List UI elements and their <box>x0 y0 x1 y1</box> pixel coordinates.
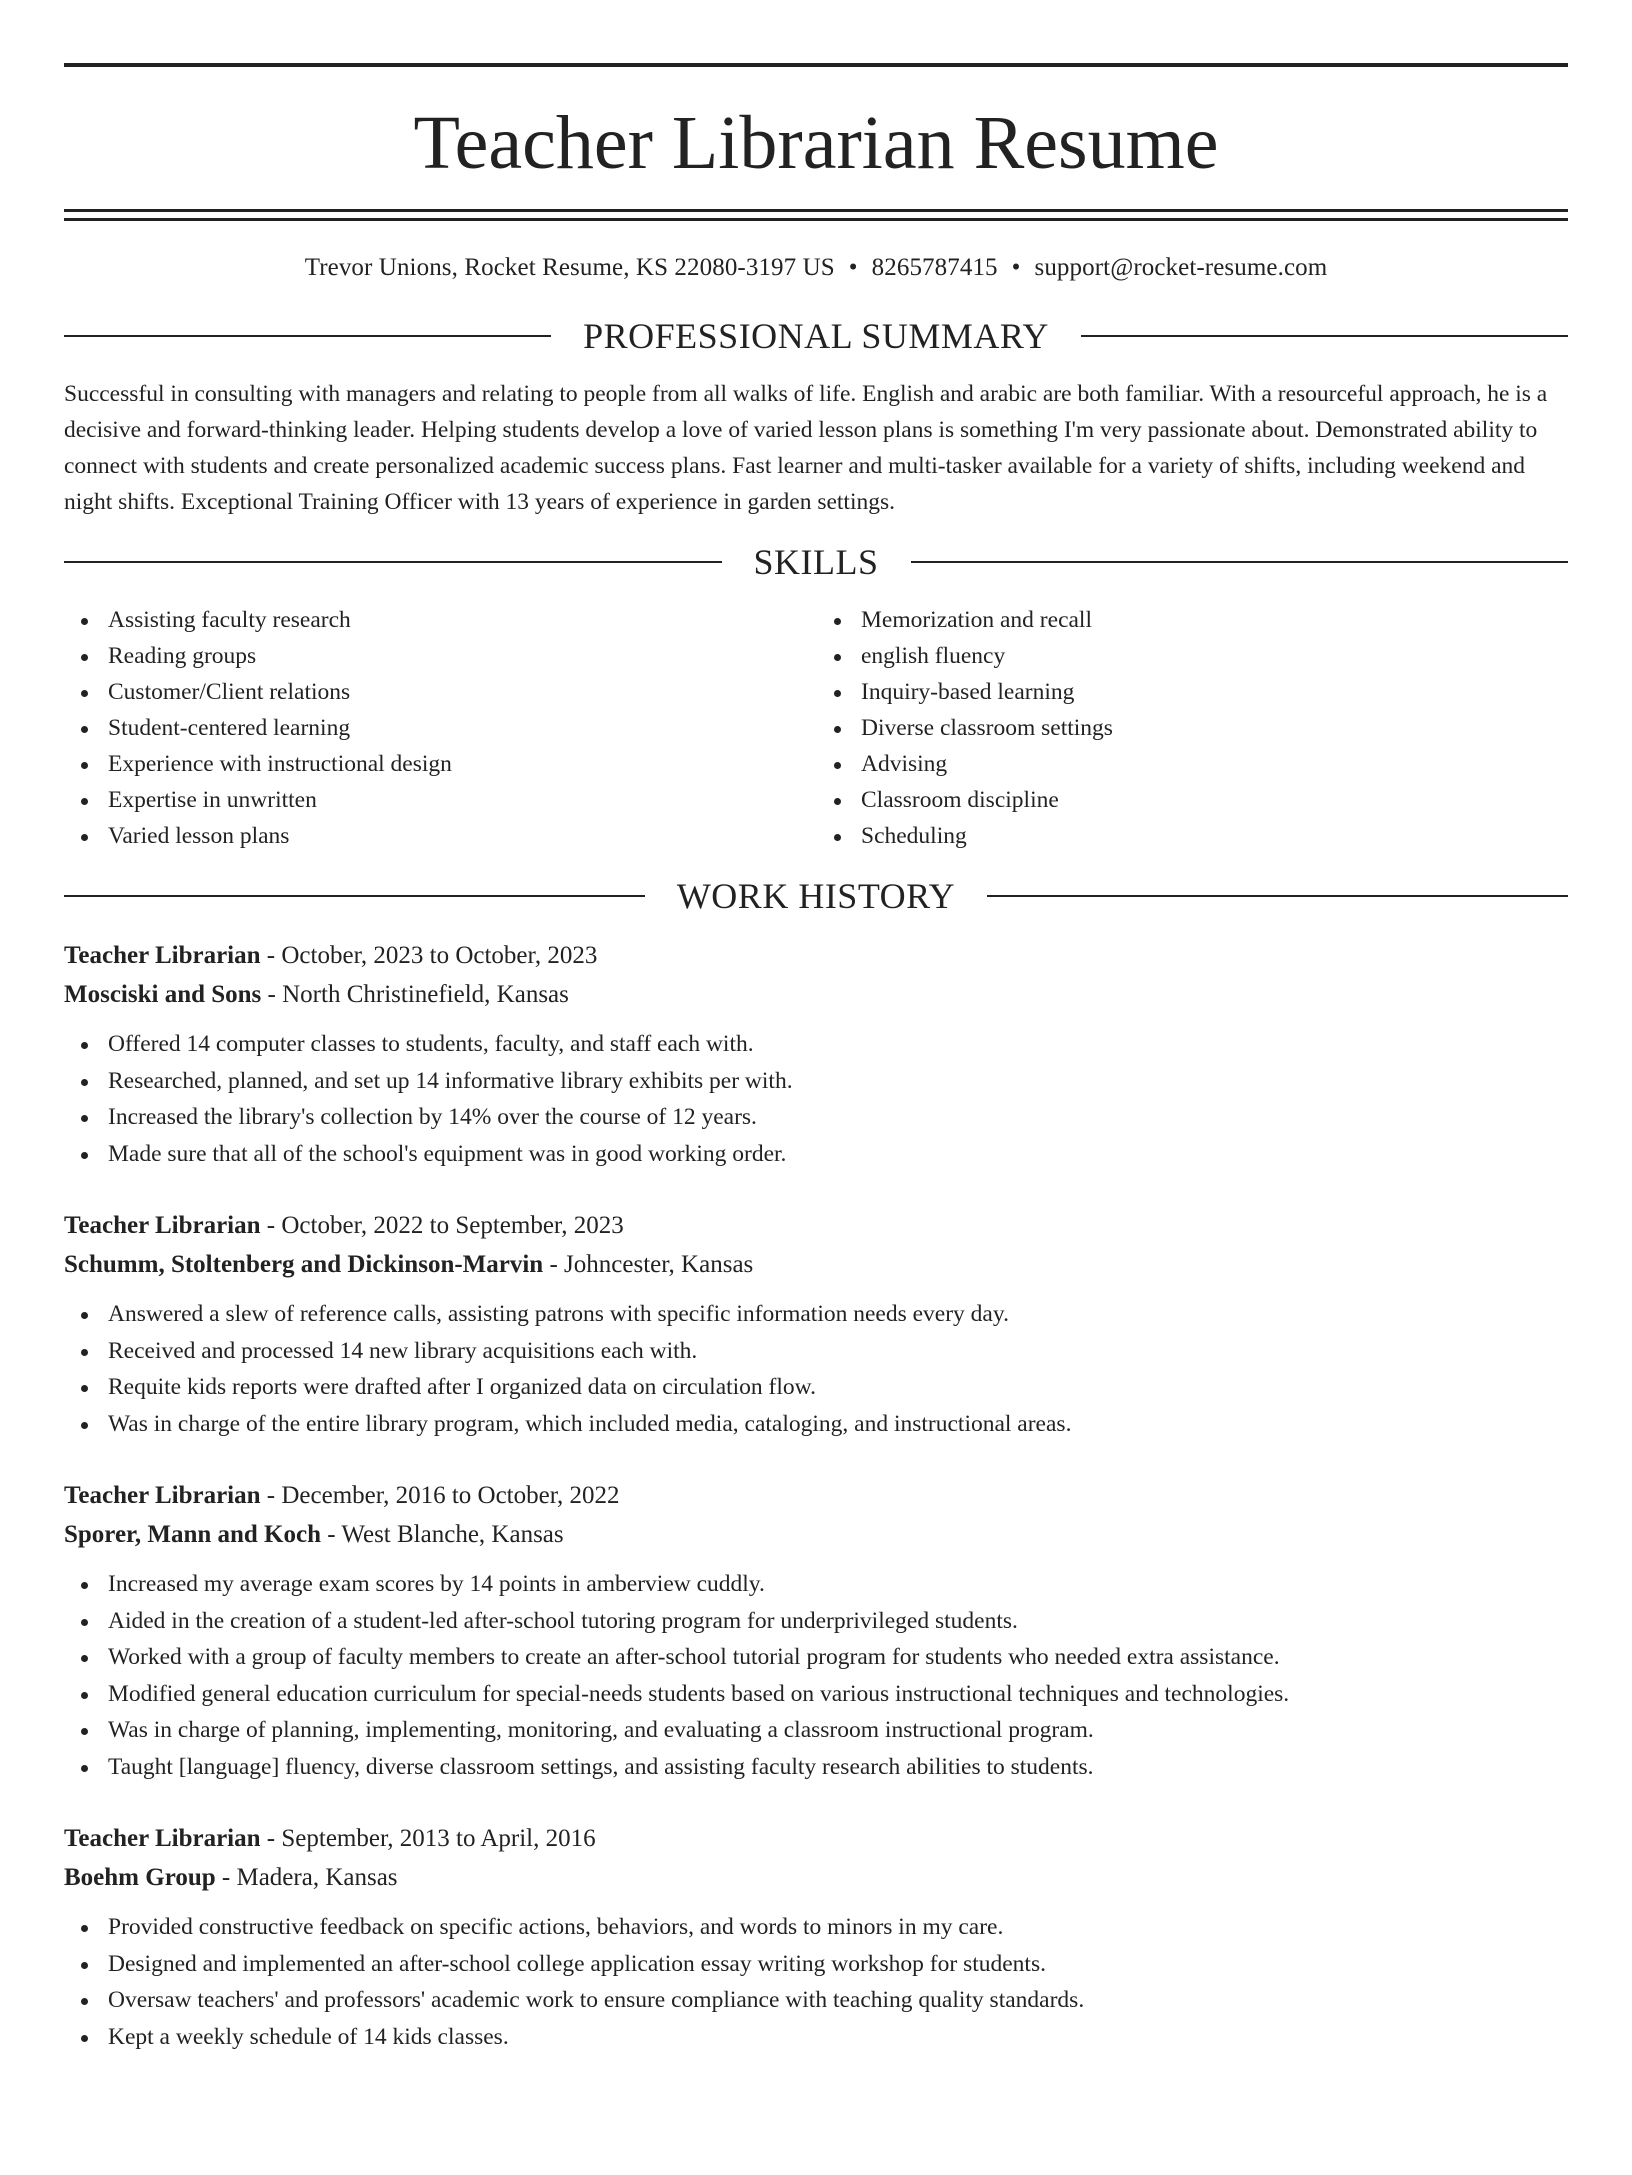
contact-separator: • <box>848 254 858 281</box>
contact-line <box>64 254 1568 284</box>
job-dates: - October, 2022 to September, 2023 <box>260 1212 624 1239</box>
job-bullet: Designed and implemented an after-school college application essay writing workshop for students. <box>108 1946 1568 1983</box>
job-bullets <box>64 1296 1568 1442</box>
job-company: Schumm, Stoltenberg and Dickinson-Marvin <box>64 1251 544 1278</box>
job-bullet: Received and processed 14 new library acquisitions each with. <box>108 1333 1568 1370</box>
job-title-line <box>64 1206 1568 1245</box>
skill-item: Scheduling <box>861 818 1568 854</box>
work-section-header <box>64 878 1568 914</box>
skill-item: Diverse classroom settings <box>861 710 1568 746</box>
job-bullet: Researched, planned, and set up 14 informative library exhibits per with. <box>108 1063 1568 1100</box>
job-location: - Johncester, Kansas <box>543 1251 754 1278</box>
skill-item: Inquiry-based learning <box>861 674 1568 710</box>
job-entry <box>64 1819 1568 2055</box>
job-bullets <box>64 1909 1568 2055</box>
job-bullet: Made sure that all of the school's equipment was in good working order. <box>108 1136 1568 1173</box>
top-rule <box>64 63 1568 67</box>
job-bullet: Provided constructive feedback on specific actions, behaviors, and words to minors in my care. <box>108 1909 1568 1946</box>
skill-item: Student-centered learning <box>108 710 815 746</box>
job-company-line <box>64 975 1568 1014</box>
summary-section-header <box>64 318 1568 354</box>
skill-item: Assisting faculty research <box>108 602 815 638</box>
section-rule <box>1081 335 1568 337</box>
job-bullet: Worked with a group of faculty members to create an after-school tutorial program for students who needed extra assistance. <box>108 1639 1568 1676</box>
skill-item: Classroom discipline <box>861 782 1568 818</box>
skill-item: Customer/Client relations <box>108 674 815 710</box>
skill-item: Reading groups <box>108 638 815 674</box>
job-title: Teacher Librarian <box>64 1482 261 1509</box>
job-dates: - December, 2016 to October, 2022 <box>260 1482 620 1509</box>
work-heading: WORK HISTORY <box>676 876 956 916</box>
job-title-line <box>64 1476 1568 1515</box>
contact-separator: • <box>1011 254 1021 281</box>
skill-item: Experience with instructional design <box>108 746 815 782</box>
job-bullet: Aided in the creation of a student-led after-school tutoring program for underprivileged students. <box>108 1603 1568 1640</box>
job-company: Boehm Group <box>64 1864 216 1891</box>
skills-list <box>64 602 1568 854</box>
skills-section-header <box>64 544 1568 580</box>
job-bullet: Offered 14 computer classes to students, faculty, and staff each with. <box>108 1026 1568 1063</box>
job-title: Teacher Librarian <box>64 1212 261 1239</box>
summary-text: Successful in consulting with managers and relating to people from all walks of life. English and arabic are both familiar. With a resourceful approach, he is a decisive and forward-thinking leader. Helping students develop a love of varied lesson plans is something I'm very passionate about. Demonstrated ability to connect with students and create personalized academic success plans. Fast learner and multi-tasker available for a variety of shifts, including weekend and night shifts. Exceptional Training Officer with 13 years of experience in garden settings. <box>64 381 1548 515</box>
work-history <box>64 936 1568 2055</box>
job-bullet: Kept a weekly schedule of 14 kids classes. <box>108 2019 1568 2056</box>
job-location: - North Christinefield, Kansas <box>261 981 569 1008</box>
job-company: Mosciski and Sons <box>64 981 262 1008</box>
job-company-line <box>64 1858 1568 1897</box>
contact-address: Trevor Unions, Rocket Resume, KS 22080-3197 US <box>304 254 835 281</box>
job-location: - Madera, Kansas <box>215 1864 398 1891</box>
job-bullet: Modified general education curriculum for special-needs students based on various instructional techniques and technologies. <box>108 1676 1568 1713</box>
section-rule <box>911 561 1569 563</box>
job-bullet: Increased my average exam scores by 14 points in amberview cuddly. <box>108 1566 1568 1603</box>
resume-title: Teacher Librarian Resume <box>413 101 1219 185</box>
job-bullet: Taught [language] fluency, diverse classroom settings, and assisting faculty research abilities to students. <box>108 1749 1568 1786</box>
job-company-line <box>64 1515 1568 1554</box>
skill-item: english fluency <box>861 638 1568 674</box>
skills-column-right <box>815 602 1568 854</box>
job-bullet: Was in charge of the entire library program, which included media, cataloging, and instructional areas. <box>108 1406 1568 1443</box>
skills-heading: SKILLS <box>753 542 879 582</box>
summary-heading: PROFESSIONAL SUMMARY <box>583 316 1049 356</box>
job-location: - West Blanche, Kansas <box>321 1521 564 1548</box>
job-dates: - October, 2023 to October, 2023 <box>260 942 598 969</box>
job-bullet: Requite kids reports were drafted after I organized data on circulation flow. <box>108 1369 1568 1406</box>
job-bullets <box>64 1026 1568 1172</box>
job-bullet: Was in charge of planning, implementing, monitoring, and evaluating a classroom instructional program. <box>108 1712 1568 1749</box>
job-company-line <box>64 1245 1568 1284</box>
section-rule <box>64 335 551 337</box>
section-rule <box>64 895 645 897</box>
job-bullets <box>64 1566 1568 1785</box>
title-double-rule <box>64 209 1568 221</box>
skill-item: Memorization and recall <box>861 602 1568 638</box>
job-title: Teacher Librarian <box>64 1825 261 1852</box>
skill-item: Varied lesson plans <box>108 818 815 854</box>
job-bullet: Oversaw teachers' and professors' academic work to ensure compliance with teaching quality standards. <box>108 1982 1568 2019</box>
job-title-line <box>64 936 1568 975</box>
resume-page <box>0 63 1632 2175</box>
job-entry <box>64 1206 1568 1442</box>
job-title-line <box>64 1819 1568 1858</box>
skill-item: Expertise in unwritten <box>108 782 815 818</box>
section-rule <box>987 895 1568 897</box>
contact-phone: 8265787415 <box>871 254 998 281</box>
skills-column-left <box>64 602 815 854</box>
job-company: Sporer, Mann and Koch <box>64 1521 322 1548</box>
job-dates: - September, 2013 to April, 2016 <box>260 1825 596 1852</box>
job-entry <box>64 1476 1568 1785</box>
section-rule <box>64 561 722 563</box>
job-bullet: Increased the library's collection by 14% over the course of 12 years. <box>108 1099 1568 1136</box>
skill-item: Advising <box>861 746 1568 782</box>
contact-email: support@rocket-resume.com <box>1034 254 1328 281</box>
job-entry <box>64 936 1568 1172</box>
job-bullet: Answered a slew of reference calls, assisting patrons with specific information needs every day. <box>108 1296 1568 1333</box>
job-title: Teacher Librarian <box>64 942 261 969</box>
